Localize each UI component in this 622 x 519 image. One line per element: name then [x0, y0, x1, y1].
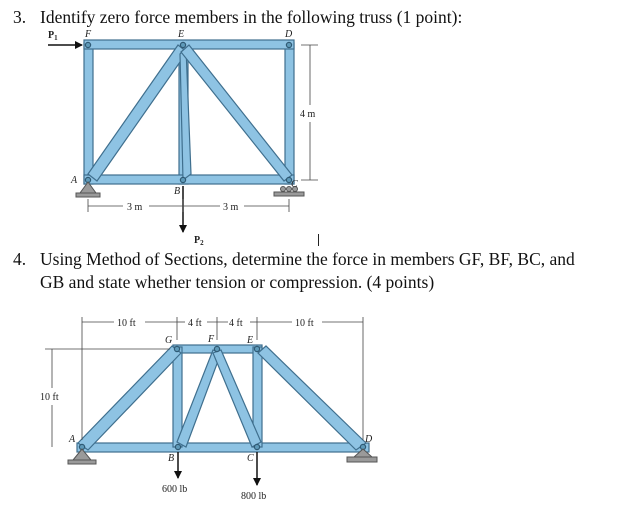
question-4-line-2: GB and state whether tension or compression. (4 points) [40, 272, 435, 292]
member-CD [285, 43, 294, 184]
question-3-number: 3. [13, 7, 27, 27]
label-F-fig2: F [208, 334, 215, 345]
label-A-fig1: A [71, 175, 78, 186]
pin-G-fig2 [174, 346, 179, 351]
label-C-fig2: C [247, 453, 254, 464]
label-800lb: 800 lb [241, 491, 267, 502]
label-P2-subscript: 2 [200, 239, 204, 247]
label-D-fig2: D [365, 434, 373, 445]
truss-figure-q4 [77, 345, 369, 452]
member-AD [77, 443, 369, 452]
label-P1 [48, 30, 58, 42]
pin-E-fig2 [254, 346, 259, 351]
label-A-fig2: A [69, 434, 76, 445]
member-AC [84, 175, 294, 184]
pin-D [286, 42, 291, 47]
label-C-fig1: C [291, 179, 298, 190]
pin-E [180, 42, 185, 47]
question-4-line-1: Using Method of Sections, determine the force in members GF, BF, BC, and [40, 249, 575, 269]
dim-10ft-left: 10 ft [117, 318, 136, 329]
question-3-text: Identify zero force members in the following truss (1 point): [40, 7, 463, 27]
label-600lb: 600 lb [162, 484, 188, 495]
dim-right-3m: 3 m [223, 202, 239, 213]
dim-10ft-right: 10 ft [295, 318, 314, 329]
label-D-fig1: D [285, 29, 293, 40]
pin-F-fig2 [214, 346, 219, 351]
member-AF [84, 43, 93, 184]
support-C-fig1 [274, 187, 304, 197]
pin-F [85, 42, 90, 47]
pin-B [180, 177, 185, 182]
label-P1-subscript: 1 [54, 34, 58, 42]
label-P2 [194, 235, 204, 247]
label-E-fig1: E [178, 29, 185, 40]
member-EC [181, 45, 292, 181]
pin-B-fig2 [175, 444, 180, 449]
label-G-fig2: G [165, 335, 173, 346]
label-E-fig2: E [247, 335, 254, 346]
label-P1-letter: P [48, 30, 55, 41]
dim-4ft-b: 4 ft [229, 318, 243, 329]
member-AE [88, 45, 187, 181]
dim-10ft-height: 10 ft [40, 392, 59, 403]
member-ED [258, 346, 366, 450]
label-P2-letter: P [194, 235, 201, 246]
dim-4ft-a: 4 ft [188, 318, 202, 329]
label-B-fig2: B [168, 453, 175, 464]
member-AG [78, 346, 181, 450]
label-F-fig1: F [85, 29, 92, 40]
question-4-number: 4. [13, 249, 27, 269]
pin-C-fig2 [254, 444, 259, 449]
member-BF [177, 350, 221, 447]
dim-height-4m: 4 m [300, 109, 316, 120]
truss-figure-q3 [84, 40, 294, 184]
label-B-fig1: B [174, 186, 181, 197]
dim-left-3m: 3 m [127, 202, 143, 213]
